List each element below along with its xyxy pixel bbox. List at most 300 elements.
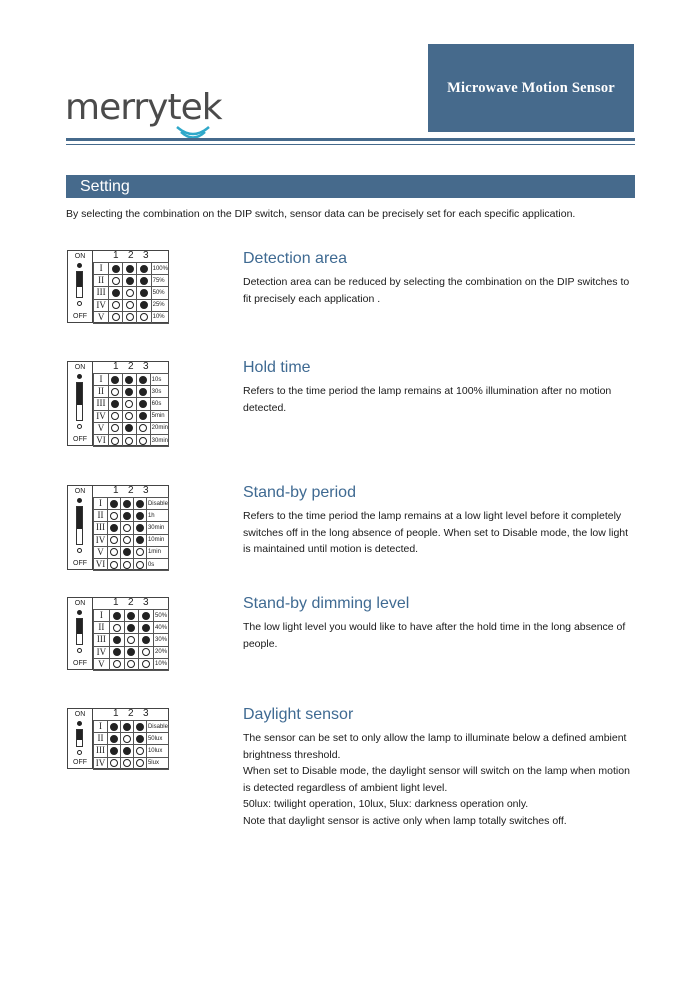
dip-column-number: 1	[113, 597, 119, 608]
dip-switch-column	[67, 250, 93, 323]
on-label: ON	[74, 711, 86, 718]
switch-cell	[108, 733, 121, 745]
switch-off-dot	[112, 301, 120, 309]
section-title: Setting	[66, 175, 635, 198]
switch-cell	[121, 498, 134, 510]
setting-value: 20%	[154, 646, 169, 658]
switch-cell	[108, 534, 121, 546]
switch-on-dot	[113, 612, 121, 620]
off-label: OFF	[73, 660, 87, 667]
switch-on-dot	[140, 265, 148, 273]
switch-cell	[121, 534, 134, 546]
switch-on-dot	[140, 301, 148, 309]
switch-cell	[137, 287, 151, 299]
dip-column-number: 1	[113, 485, 119, 496]
switch-cell	[108, 386, 122, 398]
row-numeral: III	[94, 745, 108, 757]
dip-switch-diagram	[67, 361, 169, 446]
switch-on-dot	[136, 524, 144, 532]
dip-column-number: 3	[143, 485, 149, 496]
off-indicator-icon	[77, 750, 82, 755]
dip-setting-row	[94, 658, 169, 670]
switch-cell	[108, 558, 121, 570]
switch-on-dot	[123, 723, 131, 731]
dip-setting-table	[93, 262, 169, 324]
switch-off-dot	[125, 412, 133, 420]
setting-value: 10%	[151, 311, 168, 323]
dip-setting-row	[94, 386, 169, 398]
switch-cell	[108, 422, 122, 434]
switch-cell	[134, 558, 147, 570]
row-numeral: I	[94, 610, 110, 622]
switch-on-dot	[112, 265, 120, 273]
switch-on-dot	[136, 512, 144, 520]
dip-slider-knob	[76, 382, 83, 421]
row-numeral: III	[94, 634, 110, 646]
switch-on-dot	[136, 500, 144, 508]
row-numeral: II	[94, 733, 108, 745]
switch-off-dot	[127, 660, 135, 668]
switch-off-dot	[136, 759, 144, 767]
setting-value: 5min	[150, 410, 168, 422]
dip-switch-diagram	[67, 708, 169, 769]
setting-value: 10lux	[146, 745, 168, 757]
row-numeral: VI	[94, 434, 109, 446]
description-line: Note that daylight sensor is active only when lamp totally switches off.	[243, 814, 567, 827]
switch-off-dot	[126, 301, 134, 309]
dip-switch-diagram	[67, 597, 169, 670]
dip-slider-knob	[76, 729, 83, 747]
switch-cell	[136, 374, 150, 386]
row-numeral: III	[94, 287, 109, 299]
switch-cell	[109, 275, 123, 287]
switch-cell	[122, 374, 136, 386]
switch-on-dot	[112, 289, 120, 297]
switch-cell	[109, 299, 123, 311]
switch-cell	[123, 263, 137, 275]
dip-setting-table	[93, 609, 169, 671]
switch-off-dot	[123, 735, 131, 743]
dip-setting-row	[94, 745, 169, 757]
dip-setting-table	[93, 497, 169, 571]
switch-cell	[136, 410, 150, 422]
document-title: Microwave Motion Sensor	[428, 44, 634, 132]
dip-setting-row	[94, 374, 169, 386]
setting-value: 50%	[154, 610, 169, 622]
dip-column-number: 2	[128, 708, 134, 719]
switch-cell	[108, 410, 122, 422]
setting-value: 20min	[150, 422, 168, 434]
dip-setting-row	[94, 287, 169, 299]
switch-cell	[123, 299, 137, 311]
switch-cell	[108, 522, 121, 534]
switch-cell	[139, 634, 154, 646]
company-logo	[65, 85, 235, 135]
setting-value: 25%	[151, 299, 168, 311]
dip-slider-fill	[77, 507, 82, 529]
switch-off-dot	[125, 437, 133, 445]
on-indicator-icon	[77, 721, 82, 726]
setting-value: 100%	[151, 263, 168, 275]
block-heading: Stand-by period	[243, 484, 356, 501]
switch-on-dot	[136, 723, 144, 731]
switch-cell	[121, 733, 134, 745]
row-numeral: II	[94, 622, 110, 634]
description-line: The sensor can be set to only allow the lamp to illuminate below a defined ambient brightness threshold.	[243, 732, 627, 761]
on-label: ON	[74, 364, 86, 371]
switch-on-dot	[110, 500, 118, 508]
dip-slider-fill	[77, 730, 82, 740]
on-indicator-icon	[77, 498, 82, 503]
row-numeral: IV	[94, 299, 109, 311]
block-description	[243, 274, 638, 307]
switch-cell	[124, 634, 139, 646]
switch-off-dot	[113, 660, 121, 668]
dip-setting-row	[94, 498, 169, 510]
row-numeral: I	[94, 498, 108, 510]
switch-on-dot	[136, 735, 144, 743]
switch-cell	[109, 646, 124, 658]
on-indicator-icon	[77, 374, 82, 379]
switch-off-dot	[112, 313, 120, 321]
dip-switch-diagram	[67, 485, 169, 570]
block-heading: Detection area	[243, 250, 348, 267]
switch-cell	[121, 546, 134, 558]
row-numeral: III	[94, 398, 109, 410]
on-label: ON	[74, 253, 86, 260]
switch-on-dot	[139, 388, 147, 396]
dip-switch-column	[67, 597, 93, 670]
setting-value: 10min	[146, 534, 168, 546]
dip-switch-column	[67, 361, 93, 446]
setting-value: 75%	[151, 275, 168, 287]
setting-value: 30min	[146, 522, 168, 534]
dip-setting-row	[94, 546, 169, 558]
switch-off-dot	[111, 412, 119, 420]
setting-value: 1min	[146, 546, 168, 558]
on-label: ON	[74, 600, 86, 607]
switch-on-dot	[142, 624, 150, 632]
switch-off-dot	[110, 548, 118, 556]
dip-setting-row	[94, 398, 169, 410]
switch-cell	[109, 287, 123, 299]
switch-cell	[134, 733, 147, 745]
switch-on-dot	[125, 424, 133, 432]
dip-setting-row	[94, 275, 169, 287]
dip-column-number: 3	[143, 250, 149, 261]
dip-setting-row	[94, 422, 169, 434]
switch-off-dot	[111, 424, 119, 432]
setting-value: 10%	[154, 658, 169, 670]
dip-setting-row	[94, 522, 169, 534]
row-numeral: V	[94, 658, 110, 670]
switch-on-dot	[127, 648, 135, 656]
switch-off-dot	[110, 536, 118, 544]
switch-cell	[108, 434, 122, 446]
switch-on-dot	[110, 723, 118, 731]
row-numeral: III	[94, 522, 108, 534]
setting-value: 1h	[146, 510, 168, 522]
switch-off-dot	[139, 437, 147, 445]
dip-column-number: 3	[143, 708, 149, 719]
switch-cell	[108, 546, 121, 558]
switch-cell	[123, 311, 137, 323]
block-description	[243, 730, 638, 829]
switch-on-dot	[127, 624, 135, 632]
switch-cell	[122, 386, 136, 398]
switch-on-dot	[126, 265, 134, 273]
switch-cell	[123, 287, 137, 299]
switch-cell	[124, 622, 139, 634]
setting-value: 40%	[154, 622, 169, 634]
switch-off-dot	[126, 313, 134, 321]
switch-cell	[109, 622, 124, 634]
setting-value: 60s	[150, 398, 168, 410]
dip-column-number: 2	[128, 485, 134, 496]
off-label: OFF	[73, 560, 87, 568]
switch-cell	[121, 757, 134, 769]
dip-setting-table	[93, 720, 169, 770]
description-line: Refers to the time period the lamp remains at a low light level before it completely switches off in the long absence of people. When set to Disable mode, the low light is maintained until motion is detected.	[243, 510, 629, 555]
switch-cell	[109, 610, 124, 622]
dip-slider-knob	[76, 618, 83, 645]
description-line: Refers to the time period the lamp remains at 100% illumination after no motion detected.	[243, 385, 612, 414]
switch-cell	[108, 721, 121, 733]
switch-on-dot	[111, 376, 119, 384]
switch-cell	[108, 374, 122, 386]
switch-cell	[109, 658, 124, 670]
dip-setting-row	[94, 534, 169, 546]
row-numeral: IV	[94, 410, 109, 422]
switch-off-dot	[110, 512, 118, 520]
switch-on-dot	[142, 636, 150, 644]
row-numeral: V	[94, 546, 108, 558]
switch-on-dot	[111, 400, 119, 408]
dip-column-number: 1	[113, 708, 119, 719]
setting-value: 30%	[154, 634, 169, 646]
switch-cell	[136, 386, 150, 398]
dip-setting-row	[94, 299, 169, 311]
dip-slider-knob	[76, 271, 83, 298]
switch-cell	[134, 745, 147, 757]
dip-setting-row	[94, 733, 169, 745]
setting-value: 50%	[151, 287, 168, 299]
dip-column-number: 3	[143, 361, 149, 372]
dip-setting-row	[94, 610, 169, 622]
dip-setting-row	[94, 634, 169, 646]
switch-on-dot	[123, 548, 131, 556]
switch-off-dot	[139, 424, 147, 432]
dip-setting-row	[94, 410, 169, 422]
switch-cell	[137, 299, 151, 311]
switch-cell	[121, 745, 134, 757]
row-numeral: II	[94, 510, 108, 522]
row-numeral: V	[94, 311, 109, 323]
setting-value: 50lux	[146, 733, 168, 745]
switch-cell	[134, 510, 147, 522]
dip-column-number: 1	[113, 250, 119, 261]
switch-off-dot	[110, 759, 118, 767]
header-rule	[66, 138, 635, 141]
row-numeral: II	[94, 386, 109, 398]
switch-cell	[108, 398, 122, 410]
setting-value: 10s	[150, 374, 168, 386]
switch-cell	[108, 745, 121, 757]
switch-off-dot	[142, 648, 150, 656]
dip-column-number: 2	[128, 597, 134, 608]
switch-cell	[121, 510, 134, 522]
switch-cell	[122, 434, 136, 446]
switch-cell	[139, 610, 154, 622]
switch-cell	[123, 275, 137, 287]
switch-cell	[108, 510, 121, 522]
switch-off-dot	[140, 313, 148, 321]
block-description	[243, 383, 638, 416]
switch-cell	[137, 275, 151, 287]
switch-cell	[124, 658, 139, 670]
off-label: OFF	[73, 313, 87, 320]
switch-on-dot	[140, 277, 148, 285]
row-numeral: I	[94, 374, 109, 386]
description-line: The low light level you would like to have after the hold time in the long absence of people.	[243, 621, 626, 650]
switch-off-dot	[123, 536, 131, 544]
switch-cell	[121, 721, 134, 733]
switch-cell	[134, 757, 147, 769]
switch-cell	[124, 646, 139, 658]
switch-on-dot	[139, 400, 147, 408]
switch-cell	[136, 422, 150, 434]
switch-off-dot	[125, 400, 133, 408]
switch-on-dot	[127, 612, 135, 620]
dip-slider-fill	[77, 619, 82, 634]
switch-cell	[109, 263, 123, 275]
switch-cell	[121, 558, 134, 570]
dip-slider-fill	[77, 383, 82, 405]
dip-column-number: 2	[128, 250, 134, 261]
switch-on-dot	[142, 612, 150, 620]
switch-cell	[122, 410, 136, 422]
off-indicator-icon	[77, 648, 82, 653]
block-heading: Stand-by dimming level	[243, 595, 410, 612]
switch-cell	[122, 398, 136, 410]
dip-switch-column	[67, 708, 93, 769]
switch-cell	[139, 646, 154, 658]
switch-on-dot	[123, 500, 131, 508]
switch-cell	[139, 622, 154, 634]
switch-cell	[134, 522, 147, 534]
dip-setting-table	[93, 373, 169, 447]
switch-on-dot	[113, 648, 121, 656]
switch-on-dot	[110, 524, 118, 532]
switch-cell	[109, 634, 124, 646]
off-indicator-icon	[77, 301, 82, 306]
row-numeral: I	[94, 721, 108, 733]
row-numeral: VI	[94, 558, 108, 570]
switch-off-dot	[113, 624, 121, 632]
switch-off-dot	[111, 437, 119, 445]
switch-off-dot	[123, 524, 131, 532]
dip-column-number: 3	[143, 597, 149, 608]
switch-off-dot	[111, 388, 119, 396]
dip-setting-row	[94, 757, 169, 769]
switch-cell	[108, 757, 121, 769]
description-line: 50lux: twilight operation, 10lux, 5lux: darkness operation only.	[243, 798, 529, 810]
switch-cell	[136, 398, 150, 410]
switch-cell	[137, 263, 151, 275]
switch-cell	[124, 610, 139, 622]
off-indicator-icon	[77, 548, 82, 553]
switch-on-dot	[113, 636, 121, 644]
on-label: ON	[74, 488, 86, 495]
switch-on-dot	[140, 289, 148, 297]
off-label: OFF	[73, 758, 87, 766]
switch-cell	[109, 311, 123, 323]
dip-setting-row	[94, 646, 169, 658]
switch-cell	[122, 422, 136, 434]
setting-value: 30s	[150, 386, 168, 398]
row-numeral: V	[94, 422, 109, 434]
off-indicator-icon	[77, 424, 82, 429]
switch-off-dot	[127, 636, 135, 644]
section-intro: By selecting the combination on the DIP switch, sensor data can be precisely set for each specific application.	[66, 208, 576, 220]
switch-on-dot	[139, 412, 147, 420]
block-description	[243, 508, 638, 558]
dip-setting-row	[94, 434, 169, 446]
dip-slider-fill	[77, 272, 82, 287]
dip-column-number: 2	[128, 361, 134, 372]
switch-cell	[108, 498, 121, 510]
dip-setting-row	[94, 558, 169, 570]
switch-cell	[136, 434, 150, 446]
switch-off-dot	[123, 759, 131, 767]
switch-on-dot	[123, 747, 131, 755]
block-heading: Daylight sensor	[243, 706, 354, 723]
dip-column-number: 1	[113, 361, 119, 372]
switch-on-dot	[123, 512, 131, 520]
block-description	[243, 619, 638, 652]
switch-off-dot	[110, 561, 118, 569]
dip-switch-diagram	[67, 250, 169, 323]
switch-off-dot	[136, 548, 144, 556]
wave-icon	[173, 101, 213, 141]
switch-cell	[134, 546, 147, 558]
setting-value: 30min	[150, 434, 168, 446]
dip-setting-row	[94, 721, 169, 733]
on-indicator-icon	[77, 263, 82, 268]
off-label: OFF	[73, 436, 87, 444]
switch-on-dot	[125, 388, 133, 396]
setting-value: 5lux	[146, 757, 168, 769]
block-heading: Hold time	[243, 359, 311, 376]
dip-setting-row	[94, 622, 169, 634]
switch-on-dot	[125, 376, 133, 384]
switch-cell	[134, 498, 147, 510]
switch-cell	[134, 721, 147, 733]
dip-slider-knob	[76, 506, 83, 545]
on-indicator-icon	[77, 610, 82, 615]
switch-off-dot	[112, 277, 120, 285]
row-numeral: IV	[94, 646, 110, 658]
description-line: Detection area can be reduced by selecting the combination on the DIP switches to fit precisely each application .	[243, 276, 630, 305]
dip-switch-column	[67, 485, 93, 570]
switch-off-dot	[126, 289, 134, 297]
setting-value: Disable	[146, 498, 168, 510]
dip-setting-row	[94, 510, 169, 522]
switch-off-dot	[142, 660, 150, 668]
switch-on-dot	[110, 747, 118, 755]
dip-setting-row	[94, 263, 169, 275]
switch-cell	[139, 658, 154, 670]
